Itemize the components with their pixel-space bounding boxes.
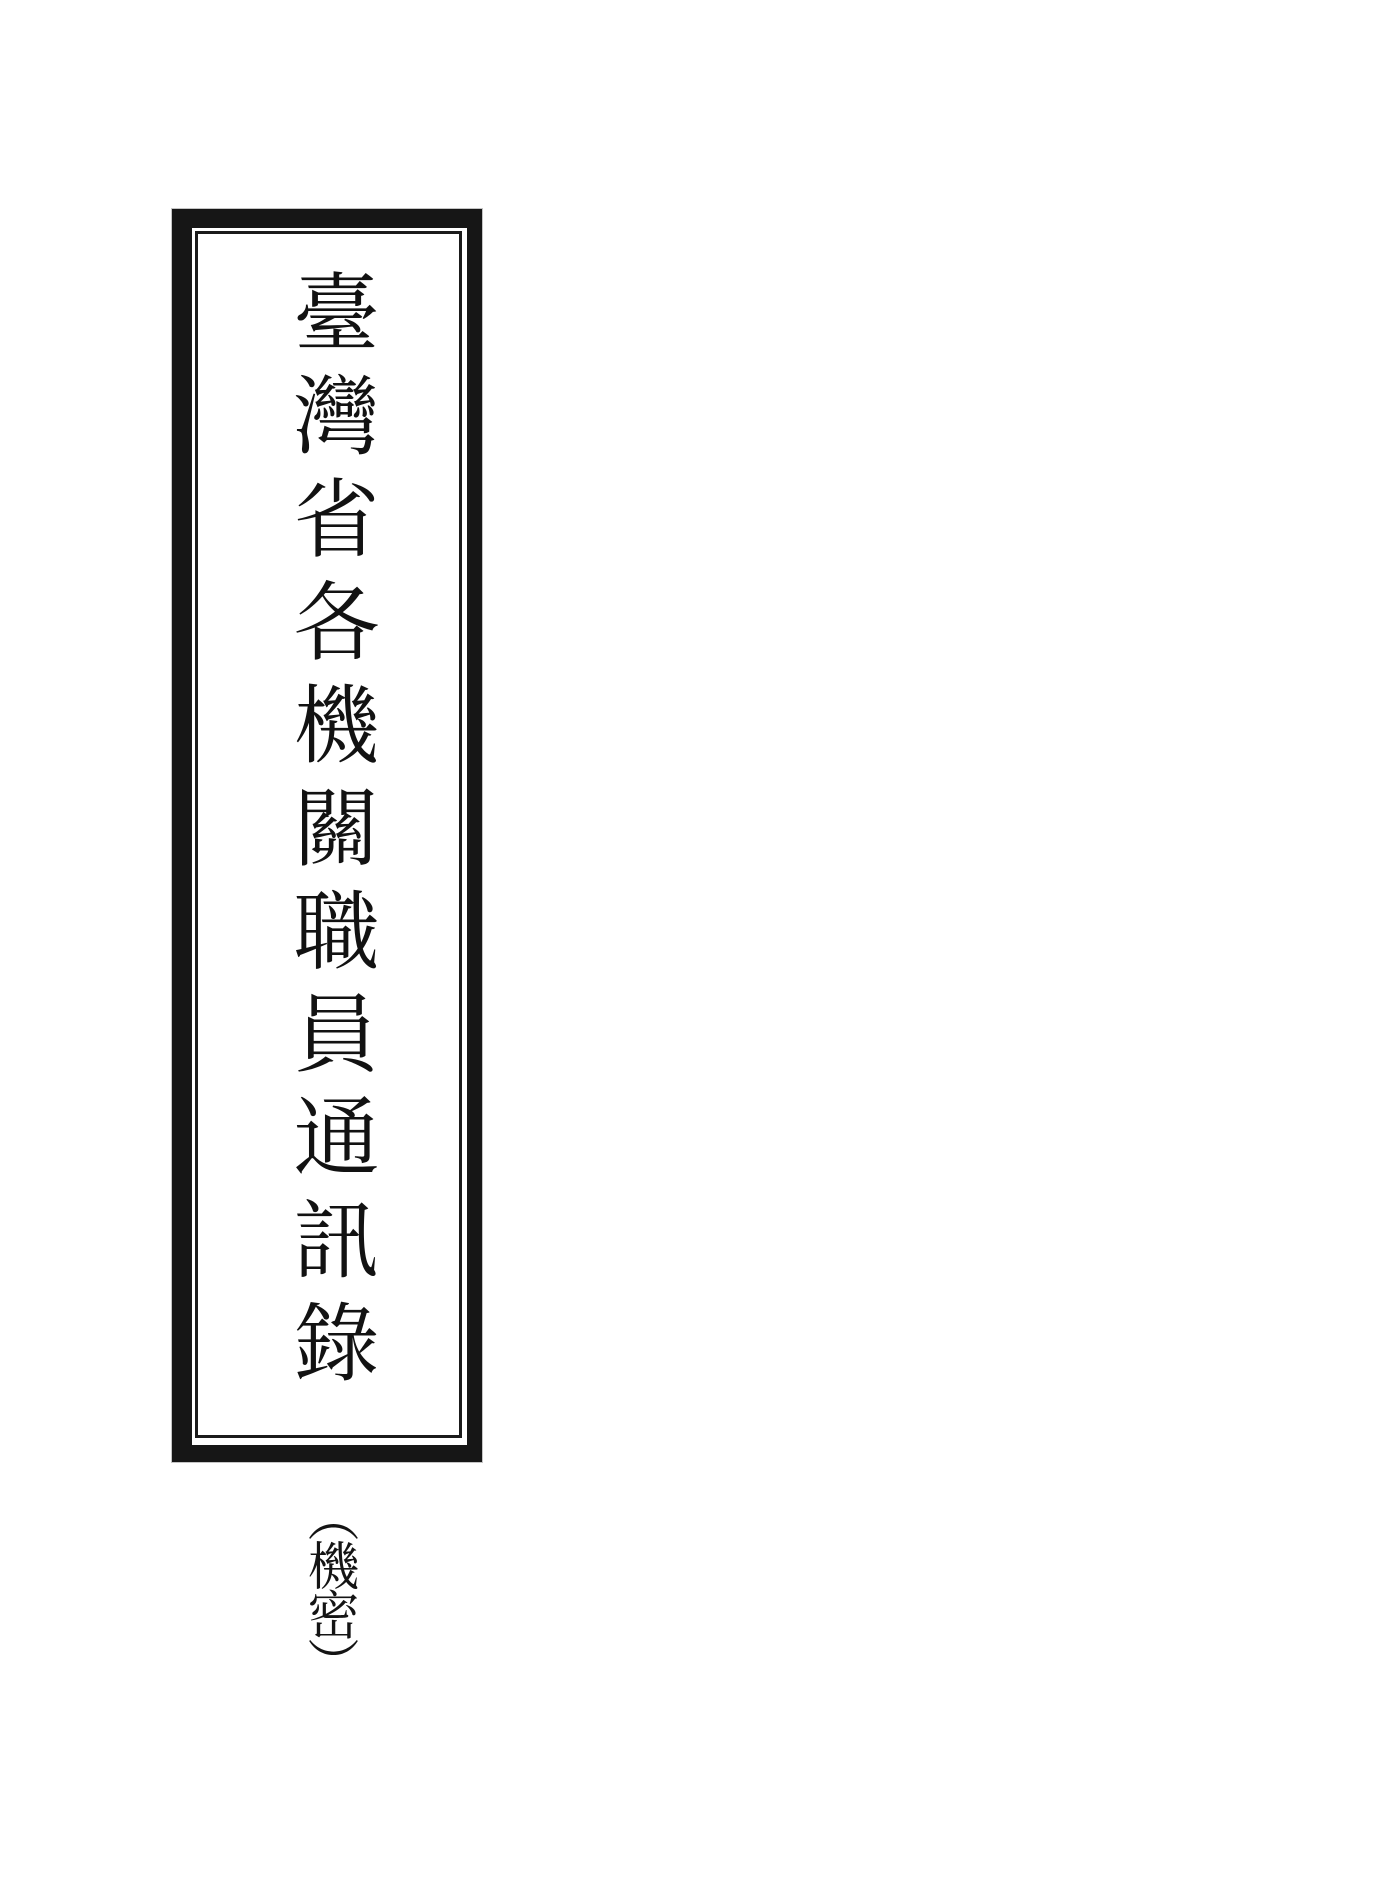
title-border-frame bbox=[172, 209, 482, 1462]
book-title: 臺灣省各機關職員通訊錄 bbox=[280, 268, 377, 1401]
title-border-inner-rule bbox=[195, 231, 462, 1438]
classification-label: （機密） bbox=[299, 1490, 356, 1686]
